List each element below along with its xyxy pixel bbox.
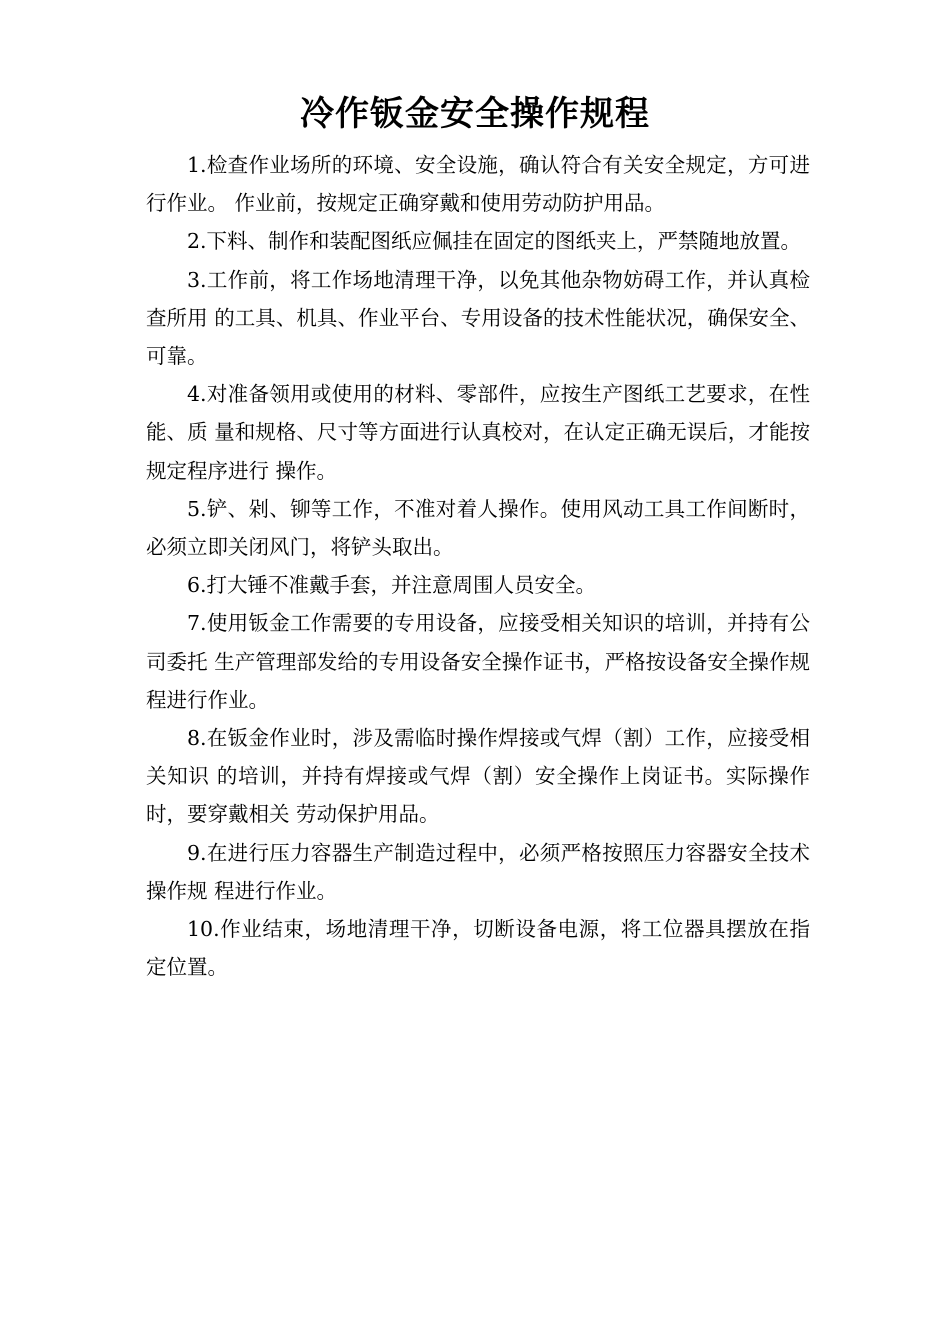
paragraph-8: 8.在钣金作业时，涉及需临时操作焊接或气焊（割）工作，应接受相关知识 的培训，并持有焊接或气焊（割）安全操作上岗证书。实际操作时，要穿戴相关 劳动保护用品。 bbox=[146, 726, 810, 827]
document-body bbox=[146, 146, 810, 986]
paragraph-4: 4.对准备领用或使用的材料、零部件，应按生产图纸工艺要求，在性能、质 量和规格、尺寸等方面进行认真校对，在认定正确无误后，才能按规定程序进行 操作。 bbox=[146, 382, 810, 483]
paragraph-6: 6.打大锤不准戴手套，并注意周围人员安全。 bbox=[187, 573, 597, 598]
paragraph-5: 5.铲、剁、铆等工作，不准对着人操作。使用风动工具工作间断时，必须立即关闭风门，将铲头取出。 bbox=[146, 496, 810, 560]
paragraph-2: 2.下料、制作和装配图纸应佩挂在固定的图纸夹上，严禁随地放置。 bbox=[187, 229, 802, 254]
paragraph-1: 1.检查作业场所的环境、安全设施，确认符合有关安全规定，方可进行作业。 作业前，按规定正确穿戴和使用劳动防护用品。 bbox=[146, 153, 810, 216]
paragraph-9: 9.在进行压力容器生产制造过程中，必须严格按照压力容器安全技术操作规 程进行作业。 bbox=[146, 840, 810, 903]
paragraph-10: 10.作业结束，场地清理干净，切断设备电源，将工位器具摆放在指定位置。 bbox=[146, 917, 810, 980]
paragraph-7: 7.使用钣金工作需要的专用设备，应接受相关知识的培训，并持有公司委托 生产管理部发给的专用设备安全操作证书，严格按设备安全操作规程进行作业。 bbox=[146, 611, 810, 712]
paragraph-3: 3.工作前，将工作场地清理干净，以免其他杂物妨碍工作，并认真检查所用 的工具、机具、作业平台、专用设备的技术性能状况，确保安全、可靠。 bbox=[146, 267, 810, 369]
document-title: 冷作钣金安全操作规程 bbox=[300, 94, 650, 134]
